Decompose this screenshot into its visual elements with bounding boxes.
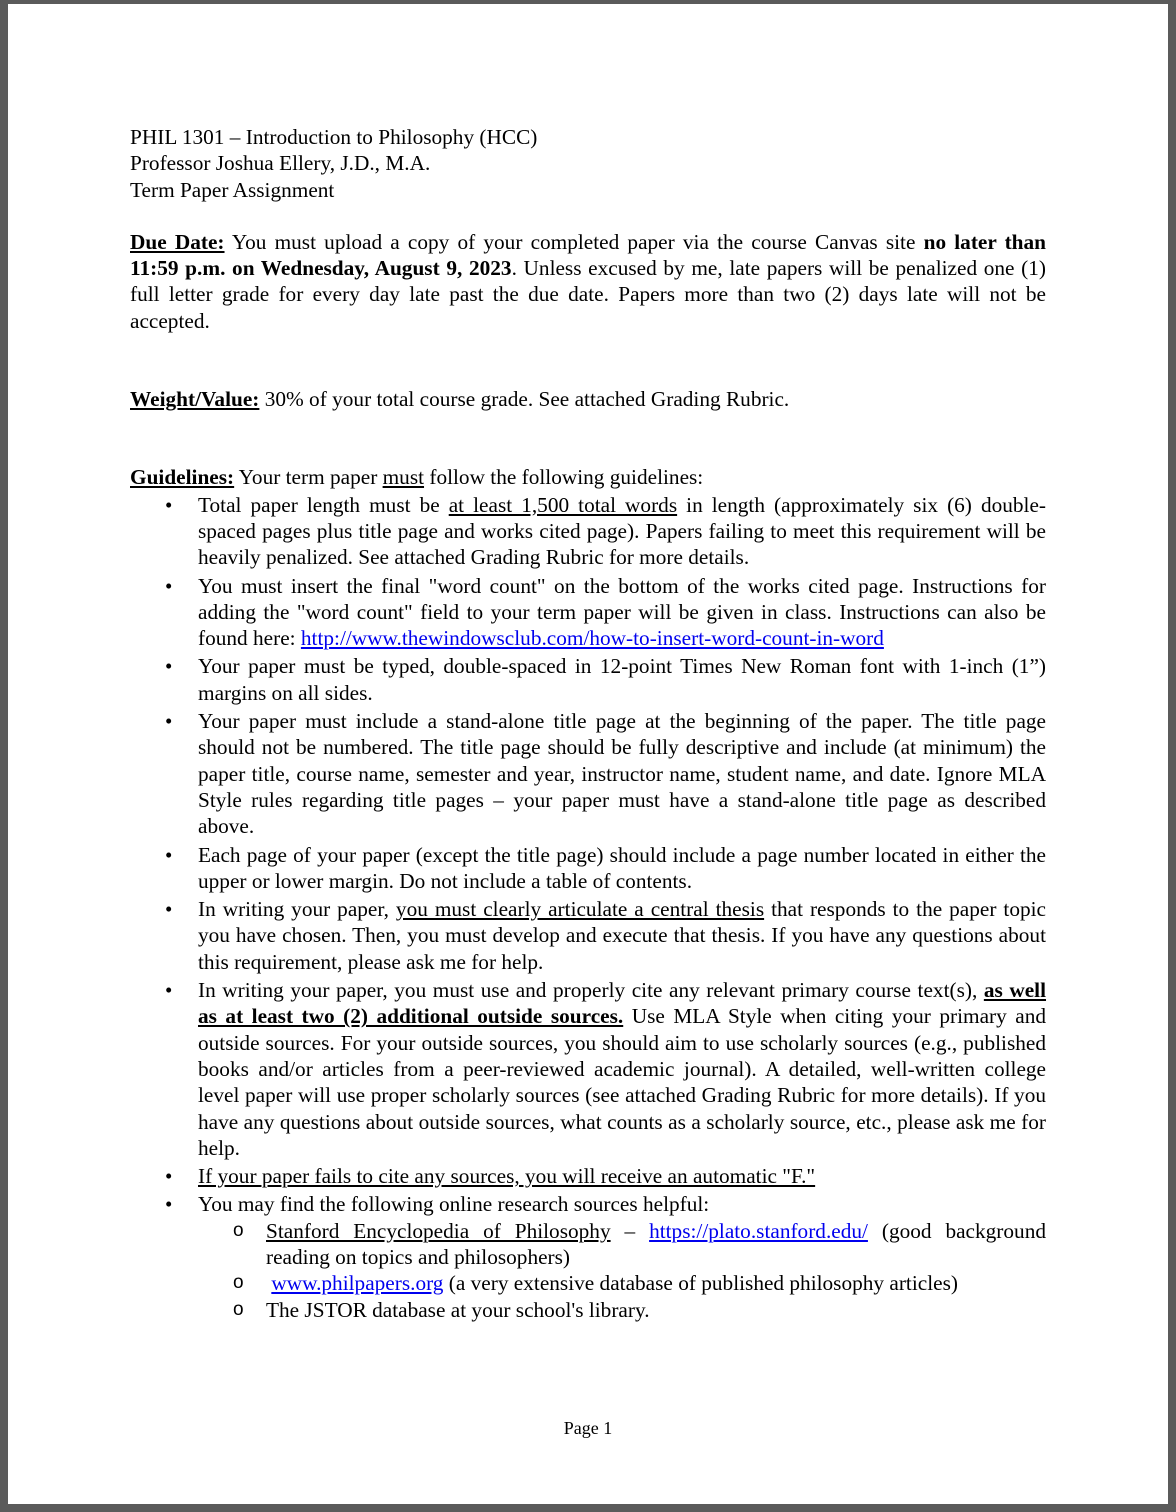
weight-paragraph: Weight/Value: 30% of your total course grade. See attached Grading Rubric. (130, 387, 790, 412)
stanford-link[interactable]: https://plato.stanford.edu/ (649, 1218, 868, 1243)
word-count-link[interactable]: http://www.thewindowsclub.com/how-to-insert-word-count-in-word (300, 626, 884, 651)
course-title: PHIL 1301 – Introduction to Philosophy (HCC) (130, 125, 538, 149)
guideline-page-numbers: • Each page of your paper (except the title page) should include a page number located in either the upper or lower margin. Do not include a table of contents. (198, 842, 1046, 895)
guideline-length: • Total paper length must be at least 1,500 total words in length (approximately six (6) double-spaced pages plus title page and works cited page). Papers failing to meet this requirement will be heavily penalized. See attached Grading Rubric for more details. (198, 492, 1046, 571)
document-page (8, 4, 1168, 1504)
weight-label: Weight/Value: (130, 387, 260, 412)
header-block (130, 124, 1046, 203)
guideline-title-page: • Your paper must include a stand-alone title page at the beginning of the paper. The title page should not be numbered. The title page should be fully descriptive and include (at minimum) the paper title, course name, semester and year, instructor name, student name, and date. Ignore MLA Style rules regarding title pages – your paper must have a stand-alone title page as described above. (198, 708, 1046, 839)
due-date-paragraph: Due Date: You must upload a copy of your completed paper via the course Canvas site no later than 11:59 p.m. on Wednesday, August 9, 2023. Unless excused by me, late papers will be penalized one (1) full letter grade for every day late past the due date. Papers more than two (2) days late will not be accepted. (130, 229, 1047, 333)
guideline-thesis: • In writing your paper, you must clearly articulate a central thesis that responds to the paper topic you have chosen. Then, you must develop and execute that thesis. If you have any questions about this requirement, please ask me for help. (198, 896, 1046, 975)
guideline-sources: • In writing your paper, you must use and properly cite any relevant primary course text(s), as well as at least two (2) additional outside sources. Use MLA Style when citing your primary and outside sources. For your outside sources, you should aim to use scholarly sources (e.g., published books and/or articles from a peer-reviewed academic journal). A detailed, well-written college level paper will use proper scholarly sources (see attached Grading Rubric for more details). If you have any questions about outside sources, what counts as a scholarly source, etc., please ask me for help. (198, 977, 1046, 1161)
source-philpapers: o www.philpapers.org (a very extensive database of published philosophy articles) (266, 1270, 1046, 1296)
source-jstor: o The JSTOR database at your school's library. (266, 1297, 1046, 1323)
research-sources-list (198, 1218, 1046, 1323)
guidelines-label: Guidelines: (130, 465, 235, 490)
source-stanford: o Stanford Encyclopedia of Philosophy – https://plato.stanford.edu/ (good background reading on topics and philosophers) (266, 1218, 1046, 1271)
professor-name: Professor Joshua Ellery, J.D., M.A. (130, 151, 431, 176)
due-date-label: Due Date: (130, 229, 225, 254)
guidelines-intro: Guidelines: Your term paper must follow the following guidelines: (130, 465, 704, 490)
document-body (130, 124, 1046, 1325)
guideline-word-count: • You must insert the final "word count" on the bottom of the works cited page. Instructions for adding the "word count" field to your term paper will be given in class. Instructions can also be found here: http://www.thewindowsclub.com/how-to-insert-word-count-in-word (198, 573, 1046, 652)
assignment-title: Term Paper Assignment (130, 177, 335, 202)
due-date-deadline: no later than 11:59 p.m. on Wednesday, August 9, 2023 (130, 229, 1047, 281)
guideline-research-sources: • You may find the following online research sources helpful: o Stanford Encyclopedia of Philosophy – https://plato.stanford.edu/ (good background reading on topics and philosophers) o www.philpapers.org (a very extensive database of published philosophy articles) o The JSTOR database at your school's library. (198, 1191, 1046, 1322)
page-number: Page 1 (563, 1418, 613, 1438)
guideline-formatting: • Your paper must be typed, double-spaced in 12-point Times New Roman font with 1-inch (1”) margins on all sides. (198, 653, 1046, 706)
guidelines-list (130, 492, 1046, 1323)
philpapers-link[interactable]: www.philpapers.org (271, 1271, 444, 1296)
guideline-automatic-f: • If your paper fails to cite any sources, you will receive an automatic "F." (198, 1163, 1046, 1189)
